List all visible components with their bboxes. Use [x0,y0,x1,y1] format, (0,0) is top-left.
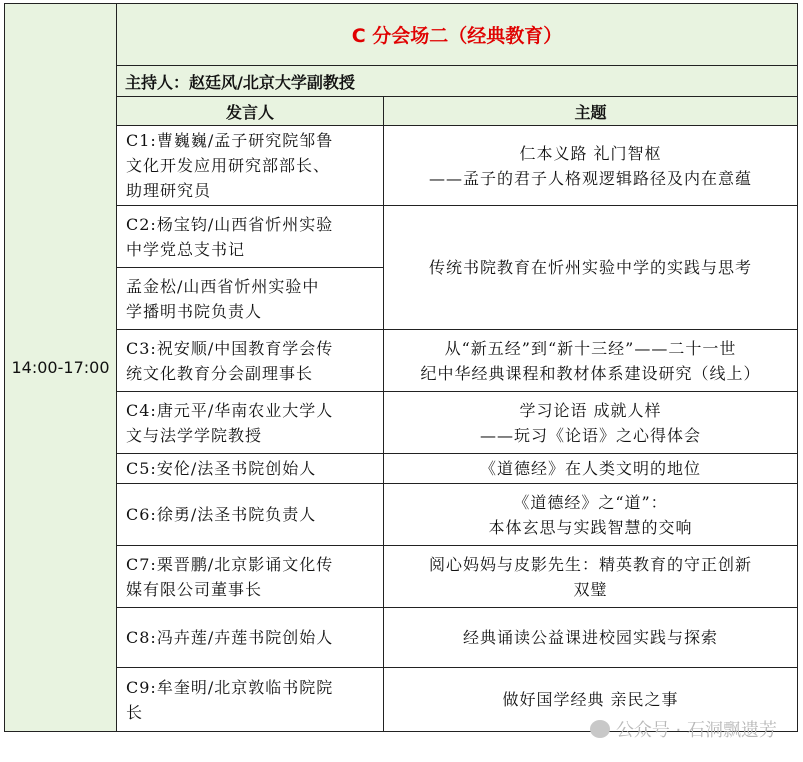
topic-cell: 《道德经》之“道”： 本体玄思与实践智慧的交响 [384,484,798,546]
topic-cell: 传统书院教育在忻州实验中学的实践与思考 [384,206,798,330]
speaker-header: 发言人 [117,97,384,126]
speaker-cell: C8:冯卉莲/卉莲书院创始人 [117,608,384,668]
topic-cell: 阅心妈妈与皮影先生：精英教育的守正创新 双璧 [384,546,798,608]
topic-cell: 做好国学经典 亲民之事 [384,668,798,732]
speaker-cell: C9:牟奎明/北京敦临书院院 长 [117,668,384,732]
topic-cell: 仁本义路 礼门智枢 ——孟子的君子人格观逻辑路径及内在意蕴 [384,126,798,206]
topic-cell: 学习论语 成就人样 ——玩习《论语》之心得体会 [384,392,798,454]
speaker-cell: 孟金松/山西省忻州实验中 学播明书院负责人 [117,268,384,330]
speaker-cell: C5:安伦/法圣书院创始人 [117,454,384,484]
time-cell: 14:00-17:00 [5,4,117,732]
topic-cell: 经典诵读公益课进校园实践与探索 [384,608,798,668]
watermark [590,716,777,742]
speaker-cell: C3:祝安顺/中国教育学会传 统文化教育分会副理事长 [117,330,384,392]
watermark-text: 公众号 · 石洞飘遗芳 [615,720,777,741]
speaker-cell: C6:徐勇/法圣书院负责人 [117,484,384,546]
session-title: C 分会场二（经典教育） [117,4,798,66]
speaker-cell: C1:曹巍巍/孟子研究院邹鲁 文化开发应用研究部部长、 助理研究员 [117,126,384,206]
wechat-icon [590,720,610,738]
speaker-cell: C2:杨宝钧/山西省忻州实验 中学党总支书记 [117,206,384,268]
topic-cell: 从“新五经”到“新十三经”——二十一世 纪中华经典课程和教材体系建设研究（线上） [384,330,798,392]
speaker-cell: C7:栗晋鹏/北京影诵文化传 媒有限公司董事长 [117,546,384,608]
speaker-cell: C4:唐元平/华南农业大学人 文与法学学院教授 [117,392,384,454]
host-line: 主持人：赵廷风/北京大学副教授 [117,66,798,97]
topic-header: 主题 [384,97,798,126]
topic-cell: 《道德经》在人类文明的地位 [384,454,798,484]
program-table [4,3,798,732]
